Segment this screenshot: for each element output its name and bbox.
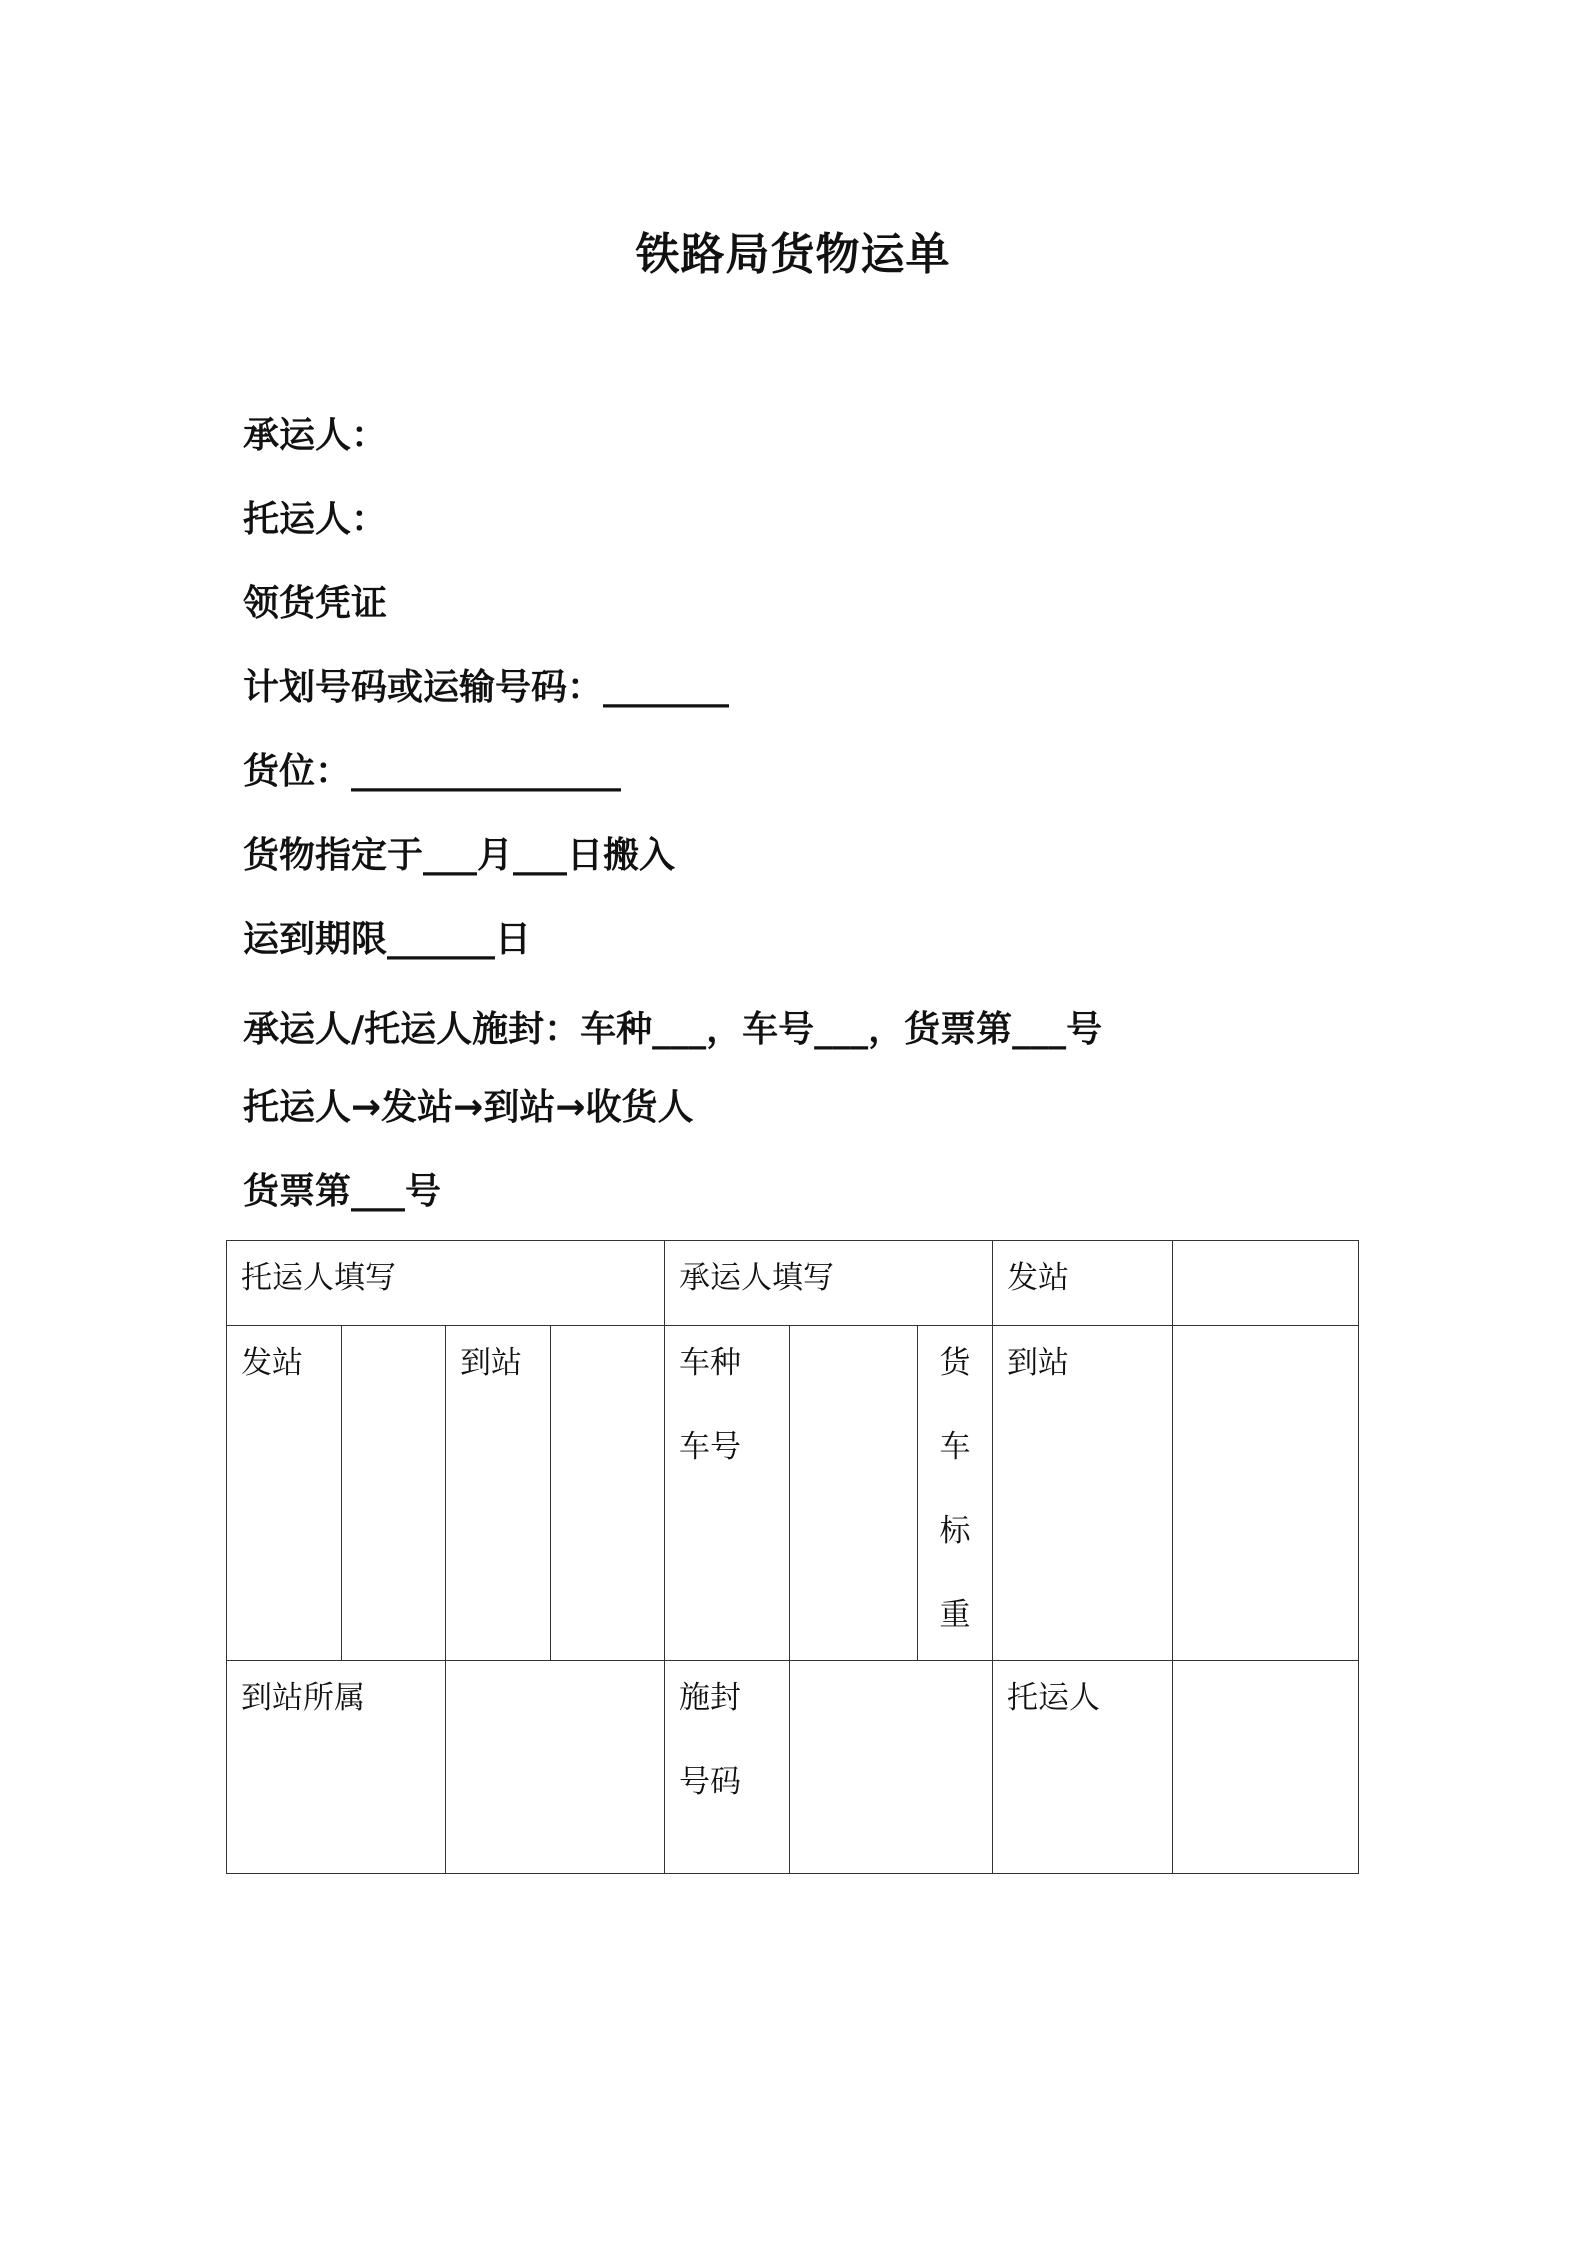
arrival-station-cell — [446, 1326, 551, 1661]
departure-station-cell — [227, 1326, 342, 1661]
waybill-table — [226, 1240, 1359, 1874]
shipper-label: 托运人 — [1007, 1680, 1101, 1716]
arrival-station-right-value-cell[interactable] — [1173, 1326, 1359, 1661]
seal-label: 施封 — [679, 1680, 741, 1716]
carrier-fill-cell — [665, 1241, 993, 1326]
car-type-number-cell — [665, 1326, 790, 1661]
flow-field: 托运人→发站→到站→收货人 — [243, 1087, 694, 1128]
arrival-limit-field: 运到期限______日 — [243, 919, 532, 960]
car-type-number-value-cell[interactable] — [790, 1326, 918, 1661]
shipper-field: 托运人： — [243, 499, 388, 540]
car-number-label: 车号 — [679, 1429, 741, 1465]
plan-number-field: 计划号码或运输号码：_______ — [243, 667, 730, 708]
car-marked-weight-char: 车 — [939, 1429, 971, 1465]
arrival-station-belongs-value-cell[interactable] — [446, 1661, 665, 1874]
pickup-voucher-field: 领货凭证 — [243, 583, 388, 624]
seal-number-value-cell[interactable] — [790, 1661, 993, 1874]
shipper-cell — [993, 1661, 1173, 1874]
moving-in-date-field: 货物指定于___月___日搬入 — [243, 835, 676, 876]
car-marked-weight-char: 重 — [939, 1597, 971, 1633]
carrier-field: 承运人： — [243, 415, 388, 456]
arrival-station-right-cell — [993, 1326, 1173, 1661]
car-marked-weight-char: 货 — [939, 1345, 971, 1381]
shipper-fill-label: 托运人填写 — [241, 1260, 396, 1296]
seal-field: 承运人/托运人施封：车种___，车号___，货票第___号 — [243, 1009, 1103, 1050]
car-marked-weight-char: 标 — [939, 1513, 971, 1549]
cargo-position-field: 货位：_______________ — [243, 751, 622, 792]
table-row — [227, 1241, 1359, 1326]
arrival-station-belongs-label: 到站所属 — [241, 1680, 365, 1716]
car-marked-weight-cell — [918, 1326, 993, 1661]
departure-station-header-label: 发站 — [1007, 1260, 1070, 1296]
shipper-value-cell[interactable] — [1173, 1661, 1359, 1874]
seal-number-label: 号码 — [679, 1764, 741, 1800]
arrival-station-value-cell[interactable] — [551, 1326, 665, 1661]
departure-station-value-cell[interactable] — [1173, 1241, 1359, 1326]
carrier-fill-label: 承运人填写 — [679, 1260, 834, 1296]
arrival-station-belongs-cell — [227, 1661, 446, 1874]
ticket-number-field: 货票第___号 — [243, 1171, 442, 1212]
page-title: 铁路局货物运单 — [635, 229, 951, 280]
shipper-fill-cell — [227, 1241, 665, 1326]
departure-station-label: 发站 — [241, 1345, 303, 1381]
table-row — [227, 1326, 1359, 1661]
car-type-label: 车种 — [679, 1345, 741, 1381]
arrival-station-label: 到站 — [460, 1345, 522, 1381]
departure-station-value-cell[interactable] — [342, 1326, 446, 1661]
seal-number-cell — [665, 1661, 790, 1874]
arrival-station-right-label: 到站 — [1007, 1345, 1070, 1381]
table-row — [227, 1661, 1359, 1874]
departure-station-header-cell — [993, 1241, 1173, 1326]
